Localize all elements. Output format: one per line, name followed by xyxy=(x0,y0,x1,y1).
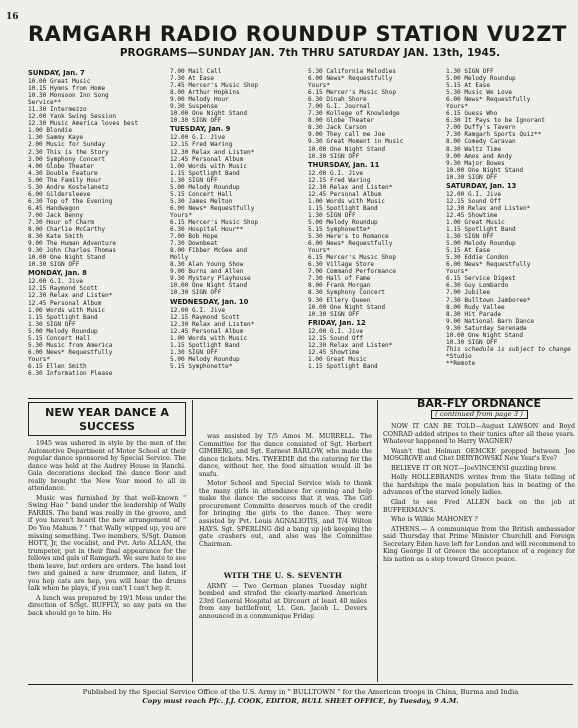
program-entry: 5.30 California Melodies xyxy=(308,68,397,75)
program-entry: *Studio xyxy=(446,352,472,360)
program-entry: 1.30 SIGN OFF xyxy=(308,211,356,219)
program-entry: 1.30 SIGN OFF xyxy=(28,320,76,328)
program-entry: **Remote xyxy=(446,359,476,367)
program-entry: 1.15 Spotlight Band xyxy=(28,313,98,321)
program-entry: 9.30 Saturday Serenade xyxy=(446,324,527,332)
program-entry: 12.45 Showtime xyxy=(446,211,498,219)
program-entry: 9.30 Suspense xyxy=(170,103,218,111)
program-entry: 1.00 Words with Music xyxy=(308,197,386,205)
paragraph: A lunch was prepared by 19/1 Mess under the direction of S/Sgt. RUFFLY, so any pats on the back should go to him. He xyxy=(28,594,186,618)
program-entry: 1.30 SIGN OFF xyxy=(170,348,218,356)
program-entry: 9.30 Major Bowes xyxy=(446,159,505,167)
program-entry: 10.30 SIGN OFF xyxy=(446,173,498,181)
program-entry: 5.15 Concert Hall xyxy=(28,334,91,342)
program-entry: 12.15 Sound Off xyxy=(446,197,502,205)
paragraph: Holly HOLLEBRANDS writes from the State telling of the hardships the male population has in beating of the advances of the starved lonely ladies. xyxy=(383,474,575,497)
program-entry: 7.00 Bob Hope xyxy=(170,233,218,241)
program-entry: Service** xyxy=(28,99,62,107)
program-entry: 12.00 G.I. Jive xyxy=(170,134,226,142)
program-entry: 5.00 Melody Roundup xyxy=(28,327,98,335)
program-entry: 12.30 Music America loves best xyxy=(28,120,139,128)
program-entry: 10.00 One Night Stand xyxy=(28,254,106,262)
program-entry: 7.00 Jubilee xyxy=(446,289,491,297)
program-entry: 7.00 Jack Benny xyxy=(28,211,84,219)
program-entry: 6.15 Mercer's Music Shop xyxy=(308,89,397,97)
program-entry: 5.00 Melody Roundup xyxy=(170,183,240,191)
program-entry: 12.45 Showtime xyxy=(308,348,360,356)
program-entry: 6.00 News* Requestfully xyxy=(308,75,393,83)
program-entry: 7.00 Command Performance xyxy=(308,268,397,276)
article-title-dance: NEW YEAR DANCE A SUCCESS xyxy=(28,402,186,436)
paragraph: Glad to see Fred ALLEN back on the job at BUFFERMAN'S. xyxy=(383,499,575,514)
program-entry: 5.15 Concert Hall xyxy=(170,190,233,198)
program-entry: 12.45 Personal Album xyxy=(28,299,102,307)
paragraph: was assisted by T/5 Amos M. MURRELL. The Committee for the dance consisted of Sgt. Herbert GIMBERG, and Sgt. Earnest BARLOW, who made the dance tickets. Mrs. TWEEDIE did the catering for the dance, without her, the food situation would ill be snafu. xyxy=(199,433,372,478)
program-entry: 5.15 Symphonette* xyxy=(308,226,371,234)
program-entry: 10.30 Monsoon Inn Song xyxy=(28,92,109,100)
program-entry: 7.30 Ramgarh Sports Quiz** xyxy=(446,131,542,139)
program-entry: 12.15 Raymond Scott xyxy=(170,313,240,321)
program-entry: 6.30 It Pays to be Ignorant xyxy=(446,117,546,125)
program-entry: 1.15 Spotlight Band xyxy=(308,204,378,212)
schedule-column-2 xyxy=(170,68,305,370)
program-entry: 7.00 Mail Call xyxy=(170,68,222,75)
program-entry: 8.00 Comedy Caravan xyxy=(446,138,516,146)
program-entry: 5.15 Symphonette* xyxy=(170,362,233,370)
program-entry: 10.00 One Night Stand xyxy=(308,145,386,153)
program-entry: 1.00 Blondie xyxy=(28,127,73,135)
program-entry: 8.30 Jack Carson xyxy=(308,124,367,132)
program-entry: 12.00 G.I. Jive xyxy=(28,278,84,286)
program-entry: Yours* xyxy=(170,211,193,219)
program-entry: Molly xyxy=(170,254,189,262)
paragraph: ARMY — Two German planes Tuesday night bombed and strafed the clearly-marked American 23rd General Hospital at Dircourt at least 40 miles from any battlefront, Lt. Gen. Jacob L. Devers announced in a communique Friday. xyxy=(199,582,367,620)
program-entry: 3.00 Symphony Concert xyxy=(28,155,106,163)
footer xyxy=(28,688,573,706)
program-entry: 4.30 Double Feature xyxy=(28,169,98,177)
program-entry: 12.45 Personal Album xyxy=(170,155,244,163)
program-entry: 12.45 Personal Album xyxy=(308,190,382,198)
paragraph: Wasn't that Holman OEMCKE propped between Joe MOSGROVE and Chet DERYBOWSKI New Year's Eve? xyxy=(383,447,575,463)
program-entry: 8.30 Symphony Concert xyxy=(308,289,386,297)
subheadline: PROGRAMS—SUNDAY JAN. 7th THRU SATURDAY JAN. 13th, 1945. xyxy=(119,47,501,59)
program-entry: 1.00 Words with Music xyxy=(170,162,248,170)
program-entry: 10.30 SIGN OFF xyxy=(308,152,360,160)
program-entry: 12.15 Fred Waring xyxy=(170,141,233,149)
program-entry: 12.30 Relax and Listen* xyxy=(170,148,255,156)
day-heading: THURSDAY, Jan. 11 xyxy=(308,160,380,169)
schedule-column-4 xyxy=(446,68,576,367)
program-entry: 5.00 Melody Roundup xyxy=(446,240,516,248)
program-entry: 8.00 Frank Morgan xyxy=(308,282,371,290)
program-entry: 2.00 Music for Sunday xyxy=(28,141,106,149)
program-entry: 7.30 Hall of Fame xyxy=(308,275,371,283)
program-entry: 2.30 This is the Story xyxy=(28,148,109,156)
paragraph: BELIEVE IT OR NOT—JoeVINCENSI guzzling brew. xyxy=(391,464,557,472)
article-seventh-army-body xyxy=(199,583,367,621)
paragraph: Who is Wilkie MAHONEY ? xyxy=(391,516,478,524)
page-number: 16 xyxy=(6,12,19,22)
article-subtitle-bar-fly: ( continued from page 3 ) xyxy=(431,410,528,420)
program-entry: 1.30 SIGN OFF xyxy=(446,68,494,75)
program-entry: 12.30 Relax and Listen* xyxy=(170,320,255,328)
program-entry: 9.00 They call me Joe xyxy=(308,131,386,139)
program-entry: 6.30 Hospital Hour** xyxy=(170,226,244,234)
program-entry: 12.45 Personal Album xyxy=(170,327,244,335)
schedule-column-3 xyxy=(308,68,443,370)
paragraph: Motor School and Special Service wish to thank the many girls in attendance for coming and help make the dance the success that it was. The Girl procurement Committe deserves much of the credit for bringing the girls to the dance. They were assisted by Pvt. Louis AGNALIOTIS, and T/4 Wilton HAYS. Sgt. SPERLING did a bang up job keeping the gate crashers out, and also was the Committee Chairman. xyxy=(199,480,372,548)
program-entry: 10.00 One Night Stand xyxy=(170,282,248,290)
program-entry: 5.30 Music We Love xyxy=(446,89,513,97)
program-entry: 5.00 Melody Roundup xyxy=(446,75,516,83)
program-entry: 8.30 Alan Young Show xyxy=(170,261,244,269)
program-entry: 6.15 Ellen Smith xyxy=(28,362,87,370)
program-entry: Yours* xyxy=(308,247,331,255)
footer-divider xyxy=(28,684,573,685)
program-entry: 9.00 National Barn Dance xyxy=(446,317,535,325)
program-entry: 1.00 Great Music xyxy=(308,355,367,363)
day-heading: SATURDAY, Jan. 13 xyxy=(446,181,517,190)
program-entry: 6.45 Handwagon xyxy=(28,204,80,212)
program-entry: 5.00 Melody Roundup xyxy=(308,218,378,226)
program-entry: 7.30 Downbeat xyxy=(170,240,218,248)
article-bar-fly-body xyxy=(383,423,575,563)
program-entry: Yours* xyxy=(446,268,469,276)
program-entry: 11.30 Intermezzo xyxy=(28,106,87,114)
program-entry: 10.30 SIGN OFF xyxy=(170,289,222,297)
program-entry: 12.00 G.I. Jive xyxy=(446,190,502,198)
program-entry: 10.00 One Night Stand xyxy=(446,331,524,339)
program-entry: 6.30 Information Please xyxy=(28,369,113,377)
program-entry: 12.15 Raymond Scott xyxy=(28,285,98,293)
program-entry: 12.00 G.I. Jive xyxy=(170,306,226,314)
program-entry: 6.00 News* Requestfully xyxy=(446,96,531,104)
day-heading: WEDNESDAY, Jan. 10 xyxy=(170,297,249,306)
program-entry: 6.00 News* Requestfully xyxy=(28,348,113,356)
program-entry: 5.00 The Family Hour xyxy=(28,176,102,184)
program-entry: 5.15 At Ease xyxy=(446,247,491,255)
program-entry: 5.15 At Ease xyxy=(446,82,491,90)
program-entry: 7.00 Duffy's Tavern xyxy=(446,124,516,132)
program-entry: 12.15 Fred Waring xyxy=(308,176,371,184)
program-entry: 1.30 SIGN OFF xyxy=(170,176,218,184)
program-entry: 5.00 Melody Roundup xyxy=(170,355,240,363)
program-entry: 10.30 SIGN OFF xyxy=(446,338,498,346)
paragraph: 1945 was ushered in style by the men of the Automotive Department of Motor School at their regular dance sponsored by Special Service. The dance was held at the Audrey House in Ranchi. Gala decorations decked the dance floor and really brought the New Year mood to all in attendance. xyxy=(28,440,186,493)
program-entry: 7.30 At Ease xyxy=(170,75,215,83)
paragraph: NOW IT CAN BE TOLD—August LAWSON and Boyd CONRAD added stripes to their tunics after all these years. Whatever happened to Harry WAGNER? xyxy=(383,423,575,446)
program-entry: 9.00 Melody Hour xyxy=(170,96,229,104)
article-title-bar-fly: BAR-FLY ORDNANCE xyxy=(416,397,541,410)
program-entry: 8.30 Hit Parade xyxy=(446,310,502,318)
program-entry: 6.15 Mercer's Music Shop xyxy=(308,254,397,262)
program-entry: 1.15 Spotlight Band xyxy=(446,226,516,234)
day-heading: FRIDAY, Jan. 12 xyxy=(308,318,366,327)
program-entry: 8.30 Waltz Time xyxy=(446,145,502,153)
program-entry: 12.00 Yank Swing Session xyxy=(28,113,117,121)
day-heading: MONDAY, Jan. 8 xyxy=(28,269,87,278)
program-entry: 8.00 Globe Theater xyxy=(308,117,375,125)
program-entry: 7.30 Bulltown Jamboree* xyxy=(446,296,531,304)
program-entry: 8.00 Rudy Vallee xyxy=(446,303,505,311)
program-entry: 9.00 The Human Adventure xyxy=(28,240,117,248)
program-entry: 10.30 SIGN OFF xyxy=(28,261,80,269)
program-entry: 9.30 John Charles Thomas xyxy=(28,247,117,255)
program-entry: 1.15 Spotlight Band xyxy=(170,169,240,177)
program-entry: 9.30 Mystery Playhouse xyxy=(170,275,251,283)
program-entry: 6.00 News* Requestfully xyxy=(170,204,255,212)
day-heading: SUNDAY, Jan. 7 xyxy=(28,69,85,77)
column-divider xyxy=(192,400,193,682)
program-entry: 10.00 One Night Stand xyxy=(446,166,524,174)
program-entry: 12.00 G.I. Jive xyxy=(308,327,364,335)
program-entry: 9.30 Ellery Queen xyxy=(308,296,371,304)
program-entry: 7.30 Kollege of Knowledge xyxy=(308,110,400,118)
program-entry: 10.15 Hymns from Home xyxy=(28,85,106,93)
day-heading: TUESDAY, Jan. 9 xyxy=(170,125,231,134)
article-dance xyxy=(28,440,186,620)
program-entry: 8.00 Arthur Hopkins xyxy=(170,89,240,97)
program-entry: 7.45 Mercer's Music Shop xyxy=(170,82,259,90)
footer-publisher: Published by the Special Service Office of the U.S. Army in " BULLTOWN " for the American troops in China, Burma and India xyxy=(82,688,519,696)
program-entry: 5.30 Music from America xyxy=(28,341,113,349)
program-entry: 5.30 Here's to Romance xyxy=(308,233,389,241)
program-entry: 12.30 Relax and Listen* xyxy=(308,341,393,349)
program-entry: 12.00 G.I. Jive xyxy=(308,169,364,177)
program-entry: 6.15 Mercer's Music Shop xyxy=(170,218,259,226)
program-entry: 8.00 Charlie McCarthy xyxy=(28,226,106,234)
program-entry: 10.30 SIGN OFF xyxy=(308,310,360,318)
program-entry: 6.30 Village Store xyxy=(308,261,375,269)
program-entry: 5.30 James Melton xyxy=(170,197,233,205)
program-entry: 1.30 Sammy Kaye xyxy=(28,134,84,142)
program-entry: 1.00 Great Music xyxy=(446,218,505,226)
program-entry: 12.30 Relax and Listen* xyxy=(308,183,393,191)
program-entry: 6.30 Dinah Shore xyxy=(308,96,367,104)
program-entry: 8.00 Fibber McGee and xyxy=(170,247,248,255)
program-entry: Yours* xyxy=(308,82,331,90)
program-entry: Yours* xyxy=(28,355,51,363)
program-entry: 5.30 Andre Kostelanetz xyxy=(28,183,109,191)
program-entry: 10.00 One Night Stand xyxy=(308,303,386,311)
program-entry: 10.00 One Night Stand xyxy=(170,110,248,118)
schedule-column-1 xyxy=(28,68,166,377)
footer-editor-note: Copy must reach Pfc. J.J. COOK, EDITOR, BULL SHEET OFFICE, by Tuesday, 9 A.M. xyxy=(142,697,459,705)
column-divider xyxy=(377,400,378,682)
program-entry: 9.00 Amos and Andy xyxy=(446,152,513,160)
article-dance-continued xyxy=(199,433,372,550)
program-entry: 8.30 Kate Smith xyxy=(28,233,84,241)
headline: RAMGARH RADIO ROUNDUP STATION VU2ZT xyxy=(28,22,567,46)
program-entry: 4.00 Globe Theater xyxy=(28,162,95,170)
program-entry: 6.15 Guess Who xyxy=(446,110,498,118)
program-entry: 9.30 Great Moment in Music xyxy=(308,138,404,146)
program-entry: 7.00 G.I. Journal xyxy=(308,103,371,111)
program-entry: 6.15 Service Digest xyxy=(446,275,516,283)
program-entry: 1.15 Spotlight Band xyxy=(308,362,378,370)
program-entry: 12.15 Sound Off xyxy=(308,334,364,342)
schedule-note: This schedule is subject to change xyxy=(446,345,571,353)
program-entry: 6.00 News* Requestfully xyxy=(446,261,531,269)
article-title-seventh-army: WITH THE U. S. SEVENTH xyxy=(223,571,343,580)
program-entry: 10.30 SIGN OFF xyxy=(170,117,222,125)
program-entry: Yours* xyxy=(446,103,469,111)
article-bar-fly xyxy=(383,397,575,565)
program-entry: 10.00 Great Music xyxy=(28,78,91,86)
program-entry: 12.30 Relax and Listen* xyxy=(446,204,531,212)
paragraph: Music was furnished by that well-known " Swing Hao " band under the leadership of Wally FARRIS. The band was really in the groove, and if you haven't heard the new arrangement of " Do You Mahum ? " that Wally wipped up, you are missing something. Two members, S/Sgt. Damon HOTT, Jr, the vocalist, and Pvt. Arlo ALLAN, the trumpeter, put in their final appearance for the fellows and gals of Ramgarh. We sure hate to see them leave, but orders are orders. The band lost two and gained a new drummer, and listen, if you hep cats are hep, you will hear the drums talk when he plays, if you can't I can't hep it. xyxy=(28,494,186,593)
program-entry: 6.00 Gildersleeve xyxy=(28,190,91,198)
program-entry: 9.00 Burns and Allen xyxy=(170,268,244,276)
program-entry: 5.30 Eddie Condon xyxy=(446,254,509,262)
paragraph: ATHENS.— A communique from the British ambassador said Thursday that Prime Minister Churchill and Foreign Secretary Eden have left for London and will recommend to King George II of Greece the acceptance of a regency for his nation as a step toward Greece peace. xyxy=(383,525,575,563)
program-entry: 1.00 Words with Music xyxy=(28,306,106,314)
article-seventh-army xyxy=(199,572,367,622)
program-entry: 1.00 Words with Music xyxy=(170,334,248,342)
program-entry: 7.30 Hour of Charm xyxy=(28,218,95,226)
program-entry: 1.30 SIGN OFF xyxy=(446,233,494,241)
program-entry: 12.30 Relax and Listen* xyxy=(28,292,113,300)
program-entry: 6.00 News* Requestfully xyxy=(308,240,393,248)
program-entry: 6.30 Guy Lombardo xyxy=(446,282,509,290)
program-entry: 1.15 Spotlight Band xyxy=(170,341,240,349)
program-entry: 6.30 Top of the Evening xyxy=(28,197,113,205)
